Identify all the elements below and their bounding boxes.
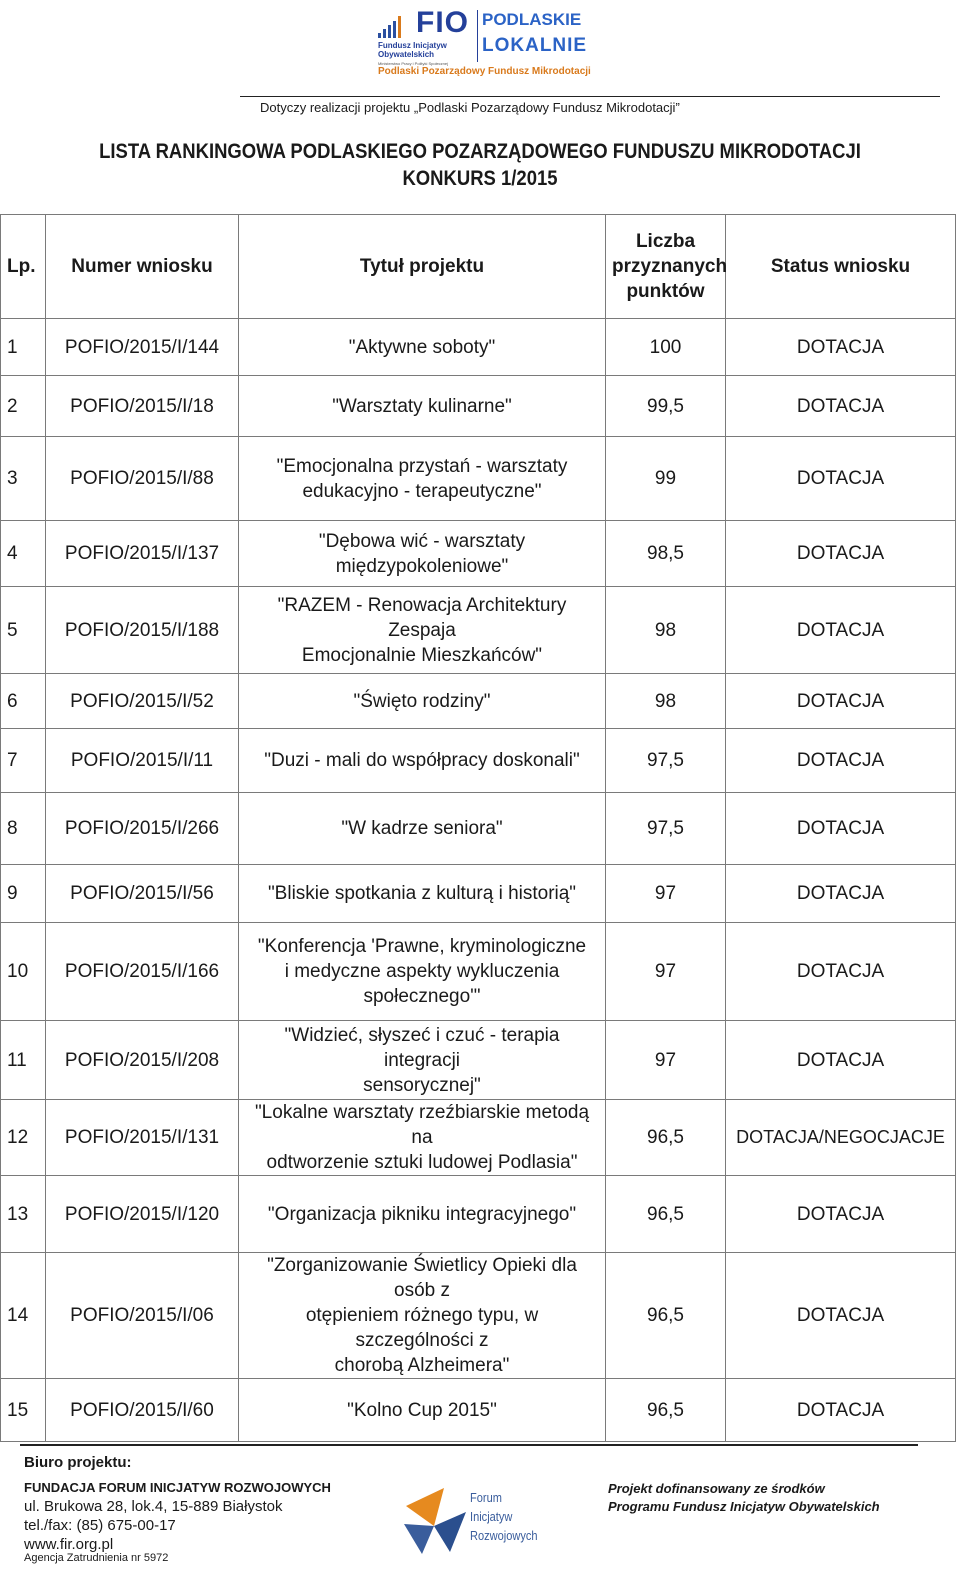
cell-title	[239, 319, 606, 376]
cell-number: POFIO/2015/I/166	[46, 923, 239, 1021]
table-row	[1, 521, 956, 587]
header-number: Numer wniosku	[46, 215, 239, 319]
cell-number: POFIO/2015/I/88	[46, 437, 239, 521]
table-row	[1, 587, 956, 674]
cell-title	[239, 521, 606, 587]
table-row	[1, 1021, 956, 1100]
table-header-row	[1, 215, 956, 319]
cell-lp: 9	[1, 865, 46, 923]
fir-logo-icon	[404, 1486, 468, 1556]
cell-status: DOTACJA	[726, 437, 956, 521]
cell-number: POFIO/2015/I/131	[46, 1100, 239, 1176]
cell-lp: 5	[1, 587, 46, 674]
fir-logo-text: Forum Inicjatyw Rozwojowych	[470, 1490, 538, 1543]
cell-number: POFIO/2015/I/52	[46, 674, 239, 729]
cofinancing-note: Projekt dofinansowany ze środków Programu Fundusz Inicjatyw Obywatelskich	[608, 1481, 880, 1514]
cell-lp: 2	[1, 376, 46, 437]
header-rule	[240, 96, 940, 97]
cell-points: 97,5	[606, 729, 726, 793]
cell-points: 98	[606, 587, 726, 674]
cell-title-line: "Lokalne warsztaty rzeźbiarskie metodą na	[254, 1102, 590, 1148]
cell-title-line: i medyczne aspekty wykluczenia	[284, 961, 560, 982]
cell-number: POFIO/2015/I/208	[46, 1021, 239, 1100]
fio-podlaskie-logo	[376, 6, 591, 80]
cell-title-line: "RAZEM - Renowacja Architektury Zespaja	[277, 594, 567, 641]
cell-lp: 14	[1, 1253, 46, 1379]
cell-title	[239, 1100, 606, 1176]
table-row	[1, 376, 956, 437]
cell-status: DOTACJA	[726, 587, 956, 674]
footer-biuro-label: Biuro projektu:	[24, 1454, 132, 1471]
page-subtitle: KONKURS 1/2015	[402, 167, 558, 190]
cell-number: POFIO/2015/I/60	[46, 1379, 239, 1442]
footer-agency: Agencja Zatrudnienia nr 5972	[24, 1552, 169, 1564]
cell-title	[239, 1176, 606, 1253]
header-points: Liczba przyznanych punktów	[606, 215, 726, 319]
cell-points: 97	[606, 923, 726, 1021]
fio-logo-text: FIO	[416, 6, 469, 39]
cell-points: 100	[606, 319, 726, 376]
cell-lp: 1	[1, 319, 46, 376]
cell-title-line: "Duzi - mali do współpracy doskonali"	[264, 750, 580, 771]
cell-title-line: Emocjonalnie Mieszkańców"	[301, 644, 543, 666]
table-row	[1, 865, 956, 923]
cell-points: 96,5	[606, 1176, 726, 1253]
cell-lp: 12	[1, 1100, 46, 1176]
signal-bars-icon	[378, 16, 404, 38]
table-row	[1, 319, 956, 376]
cell-title-line: "Dębowa wić - warsztaty	[318, 530, 526, 552]
cell-lp: 4	[1, 521, 46, 587]
cell-title-line: "Emocjonalna przystań - warsztaty	[276, 455, 568, 477]
cell-title-line: "Organizacja pikniku integracyjnego"	[267, 1203, 577, 1225]
cell-points: 96,5	[606, 1379, 726, 1442]
cell-status: DOTACJA	[726, 1253, 956, 1379]
cell-status: DOTACJA	[726, 376, 956, 437]
cell-title-line: "Widzieć, słyszeć i czuć - terapia integracji	[284, 1024, 560, 1071]
cell-number: POFIO/2015/I/18	[46, 376, 239, 437]
cell-status: DOTACJA/NEGOCJACJE	[726, 1100, 956, 1176]
footer-www: www.fir.org.pl	[24, 1536, 114, 1553]
table-row	[1, 1100, 956, 1176]
header-status: Status wniosku	[726, 215, 956, 319]
cell-status: DOTACJA	[726, 319, 956, 376]
table-row	[1, 1253, 956, 1379]
footer-rule	[20, 1444, 918, 1446]
cell-title	[239, 1379, 606, 1442]
cell-title-line: "Aktywne soboty"	[348, 336, 496, 358]
header-note: Dotyczy realizacji projektu „Podlaski Pozarządowy Fundusz Mikrodotacji”	[260, 100, 680, 115]
cell-title	[239, 729, 606, 793]
footer-address-block	[24, 1497, 282, 1554]
cell-number: POFIO/2015/I/144	[46, 319, 239, 376]
cell-title-line: chorobą Alzheimera"	[334, 1355, 510, 1376]
cell-title-line: otępieniem różnego typu, w szczególności z	[305, 1305, 539, 1351]
cell-title-line: "Święto rodziny"	[353, 690, 491, 712]
cell-title-line: edukacyjno - terapeutyczne"	[302, 480, 542, 502]
fir-logo	[404, 1486, 554, 1556]
cell-status: DOTACJA	[726, 521, 956, 587]
cell-title	[239, 376, 606, 437]
cell-points: 98,5	[606, 521, 726, 587]
table-row	[1, 729, 956, 793]
cell-status: DOTACJA	[726, 923, 956, 1021]
cell-title	[239, 437, 606, 521]
ranking-table	[0, 214, 956, 1442]
cell-title-line: społecznego'"	[363, 986, 481, 1007]
cell-status: DOTACJA	[726, 729, 956, 793]
cell-status: DOTACJA	[726, 865, 956, 923]
logo-subtitle: Podlaski Pozarządowy Fundusz Mikrodotacji	[378, 66, 591, 77]
cell-points: 98	[606, 674, 726, 729]
cell-status: DOTACJA	[726, 1021, 956, 1100]
footer-foundation: FUNDACJA FORUM INICJATYW ROZWOJOWYCH	[24, 1480, 331, 1495]
cell-status: DOTACJA	[726, 1176, 956, 1253]
cell-points: 96,5	[606, 1100, 726, 1176]
cell-points: 97	[606, 865, 726, 923]
podlaskie-text: PODLASKIE	[482, 10, 582, 29]
cell-title	[239, 1253, 606, 1379]
cell-number: POFIO/2015/I/06	[46, 1253, 239, 1379]
cell-title-line: międzypokoleniowe"	[335, 555, 509, 577]
cell-title-line: sensorycznej"	[363, 1074, 481, 1096]
cell-title	[239, 923, 606, 1021]
cell-title	[239, 674, 606, 729]
cell-lp: 6	[1, 674, 46, 729]
cell-title-line: "Bliskie spotkania z kulturą i historią"	[267, 883, 577, 904]
page-title: LISTA RANKINGOWA PODLASKIEGO POZARZĄDOWEGO FUNDUSZU MIKRODOTACJI	[99, 140, 861, 163]
cell-title	[239, 865, 606, 923]
cell-title-line: odtworzenie sztuki ludowej Podlasia"	[266, 1152, 578, 1173]
cell-points: 97	[606, 1021, 726, 1100]
cell-number: POFIO/2015/I/137	[46, 521, 239, 587]
cell-lp: 11	[1, 1021, 46, 1100]
cell-lp: 8	[1, 793, 46, 865]
cell-status: DOTACJA	[726, 674, 956, 729]
cell-lp: 10	[1, 923, 46, 1021]
cell-number: POFIO/2015/I/11	[46, 729, 239, 793]
cell-points: 96,5	[606, 1253, 726, 1379]
header-title: Tytuł projektu	[239, 215, 606, 319]
header-lp: Lp.	[1, 215, 46, 319]
table-row	[1, 1176, 956, 1253]
cell-number: POFIO/2015/I/266	[46, 793, 239, 865]
cell-number: POFIO/2015/I/56	[46, 865, 239, 923]
cell-title	[239, 587, 606, 674]
cell-lp: 7	[1, 729, 46, 793]
table-row	[1, 674, 956, 729]
cell-points: 99	[606, 437, 726, 521]
cell-title-line: "Kolno Cup 2015"	[347, 1399, 497, 1421]
table-row	[1, 793, 956, 865]
cell-status: DOTACJA	[726, 793, 956, 865]
table-row	[1, 923, 956, 1021]
cell-lp: 3	[1, 437, 46, 521]
footer-address: ul. Brukowa 28, lok.4, 15-889 Białystok	[24, 1498, 283, 1515]
cell-number: POFIO/2015/I/188	[46, 587, 239, 674]
cell-lp: 15	[1, 1379, 46, 1442]
cell-title-line: "Zorganizowanie Świetlicy Opieki dla osób z	[267, 1255, 577, 1301]
cell-lp: 13	[1, 1176, 46, 1253]
logo-divider	[477, 10, 478, 62]
cell-title-line: "Konferencja 'Prawne, kryminologiczne	[257, 936, 587, 957]
fio-logo-ministry: Ministerstwo Pracy i Polityki Społecznej	[378, 61, 449, 66]
footer-phone: tel./fax: (85) 675-00-17	[24, 1517, 176, 1534]
cell-points: 99,5	[606, 376, 726, 437]
cell-title	[239, 793, 606, 865]
cell-status: DOTACJA	[726, 1379, 956, 1442]
cell-points: 97,5	[606, 793, 726, 865]
cell-title	[239, 1021, 606, 1100]
lokalnie-text: LOKALNIE	[482, 35, 588, 56]
table-row	[1, 437, 956, 521]
cell-number: POFIO/2015/I/120	[46, 1176, 239, 1253]
cell-title-line: "Warsztaty kulinarne"	[332, 395, 512, 417]
fio-logo-subtitle: Fundusz Inicjatyw Obywatelskich	[378, 41, 447, 59]
cell-title-line: "W kadrze seniora"	[341, 818, 503, 839]
table-row	[1, 1379, 956, 1442]
